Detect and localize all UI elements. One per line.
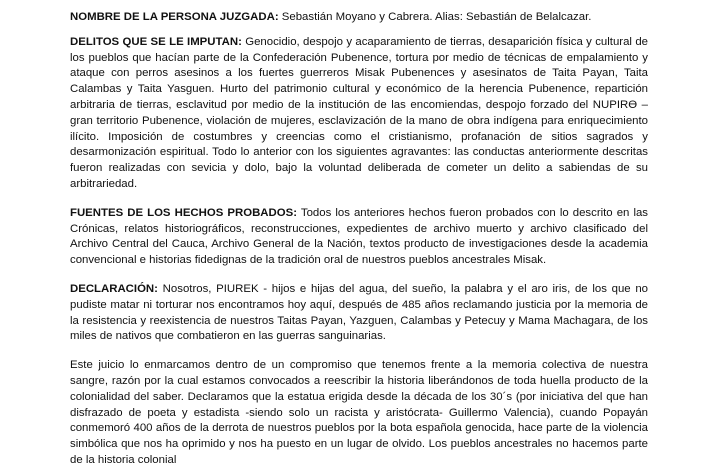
section-label: DELITOS QUE SE LE IMPUTAN: bbox=[70, 35, 242, 48]
section-accused-name bbox=[70, 10, 648, 26]
section-sources bbox=[70, 206, 648, 269]
section-label: NOMBRE DE LA PERSONA JUZGADA: bbox=[70, 11, 279, 23]
section-trial-framing bbox=[70, 358, 648, 469]
section-label: FUENTES DE LOS HECHOS PROBADOS: bbox=[70, 206, 298, 219]
section-charges bbox=[70, 35, 648, 193]
section-text: Sebastián Moyano y Cabrera. Alias: Sebastián de Belalcazar. bbox=[278, 11, 592, 23]
section-text: Este juicio lo enmarcamos dentro de un compromiso que tenemos frente a la memoria colectiva de nuestra sangre, razón por la cual estamos convocados a reescribir la historia liberándonos de toda huella producto de la colonialidad del saber. Declaramos que la estatua erigida desde la década de los 30´s (por iniciativa del que han disfrazado de poeta y estadista -siendo solo un racista y aristócrata- Guillermo Valencia), cuando Popayán conmemoró 400 años de la derrota de nuestros pueblos por la bota española genocida, hace parte de la violencia simbólica que nos ha oprimido y nos ha puesto en un lugar de olvido. Los pueblos ancestrales no hacemos parte de la historia colonial bbox=[70, 359, 648, 466]
section-text: Todos los anteriores hechos fueron probados con lo descrito en las Crónicas, relatos historiográficos, reconstrucciones, expedientes de archivo muerto y archivo clasificado del Archivo Central del Cauca, Archivo General de la Nación, textos producto de investigaciones desde la academia convencional e historias fidedignas de la tradición oral de nuestros pueblos ancestrales Misak. bbox=[70, 206, 648, 267]
section-label: DECLARACIÓN: bbox=[70, 282, 158, 295]
section-text: Nosotros, PIUREK - hijos e hijas del agua, del sueño, la palabra y el aro iris, de los que no pudiste matar ni torturar nos encontramos hoy aquí, después de 485 años reclamando justicia por la memoria de la resistencia y reexistencia de nuestros Taitas Payan, Yazguen, Calambas y Petecuy y Mama Machagara, de los miles de nativos que combatieron en las guerras sanguinarias. bbox=[70, 282, 648, 343]
section-declaration bbox=[70, 282, 648, 345]
section-text: Genocidio, despojo y acaparamiento de tierras, desaparición física y cultural de los pueblos que hacían parte de la Confederación Pubenence, tortura por medio de técnicas de empalamiento y ataque con perros asesinos a los fuertes guerreros Misak Pubenences y asesinatos de Taita Payan, Taita Calambas y Taita Yasguen. Hurto del patrimonio cultural y económico de la herencia Pubenence, repartición arbitraria de tierras, esclavitud por medio de la institución de las encomiendas, despojo forzado del NUPIRƟ – gran territorio Pubenence, violación de mujeres, esclavización de la mano de obra indígena para enriquecimiento ilícito. Imposición de costumbres y creencias como el cristianismo, profanación de sitios sagrados y desarmonización espiritual. Todo lo anterior con los siguientes agravantes: las conductas anteriormente descritas fueron realizadas con sevicia y dolo, bajo la voluntad deliberada de cometer un delito a sabiendas de su arbitrariedad. bbox=[70, 35, 648, 190]
